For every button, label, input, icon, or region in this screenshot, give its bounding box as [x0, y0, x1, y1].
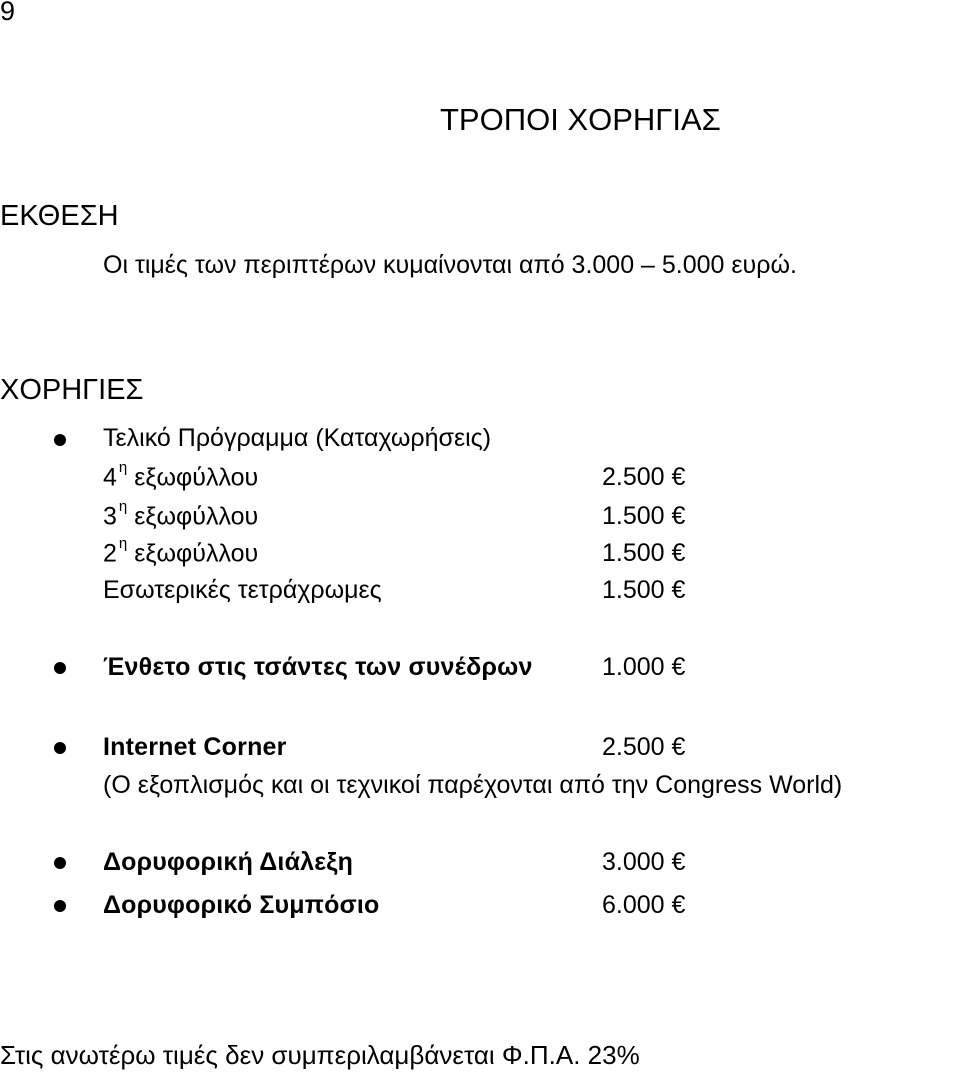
- satellite-symposium-label: Δορυφορικό Συμπόσιο: [103, 891, 380, 919]
- program-row-label: 4 $^\eta$ εξωφύλλου: [103, 459, 259, 492]
- internet-corner-price: 2.500 €: [602, 733, 686, 761]
- final-program-label: Τελικό Πρόγραμμα (Καταχωρήσεις): [103, 424, 492, 452]
- program-row-label: 3 $^\eta$ εξωφύλλου: [103, 498, 259, 531]
- bullet-icon: [54, 662, 66, 674]
- internet-corner-label: Internet Corner: [103, 733, 287, 761]
- program-row-price: 1.500 €: [602, 502, 686, 530]
- sponsorships-heading: ΧΟΡΗΓΙΕΣ: [0, 374, 144, 406]
- bullet-icon: [54, 900, 66, 912]
- page-title: ΤΡΟΠΟΙ ΧΟΡΗΓΙΑΣ: [440, 102, 721, 137]
- satellite-symposium-price: 6.000 €: [602, 891, 686, 919]
- program-row-label: 2 $^\eta$ εξωφύλλου: [103, 535, 259, 568]
- page-number: 9: [0, 0, 16, 26]
- bullet-icon: [54, 857, 66, 869]
- bullet-icon: [54, 434, 66, 446]
- satellite-lecture-label: Δορυφορική Διάλεξη: [103, 848, 354, 876]
- insert-label: Ένθετο στις τσάντες των συνέδρων: [103, 653, 533, 681]
- satellite-lecture-price: 3.000 €: [602, 848, 686, 876]
- exhibition-heading: ΕΚΘΕΣΗ: [0, 200, 119, 232]
- insert-price: 1.000 €: [602, 653, 686, 681]
- program-row-price: 2.500 €: [602, 463, 686, 491]
- program-row-price: 1.500 €: [602, 576, 686, 604]
- program-row-price: 1.500 €: [602, 539, 686, 567]
- program-row-label: Εσωτερικές τετράχρωμες: [103, 576, 382, 604]
- internet-corner-note: (Ο εξοπλισμός και οι τεχνικοί παρέχονται από την Congress World): [103, 771, 843, 799]
- vat-footnote: Στις ανωτέρω τιμές δεν συμπεριλαμβάνεται Φ.Π.Α. 23%: [0, 1040, 640, 1070]
- exhibition-text: Οι τιμές των περιπτέρων κυμαίνονται από 3.000 – 5.000 ευρώ.: [103, 251, 797, 279]
- bullet-icon: [54, 742, 66, 754]
